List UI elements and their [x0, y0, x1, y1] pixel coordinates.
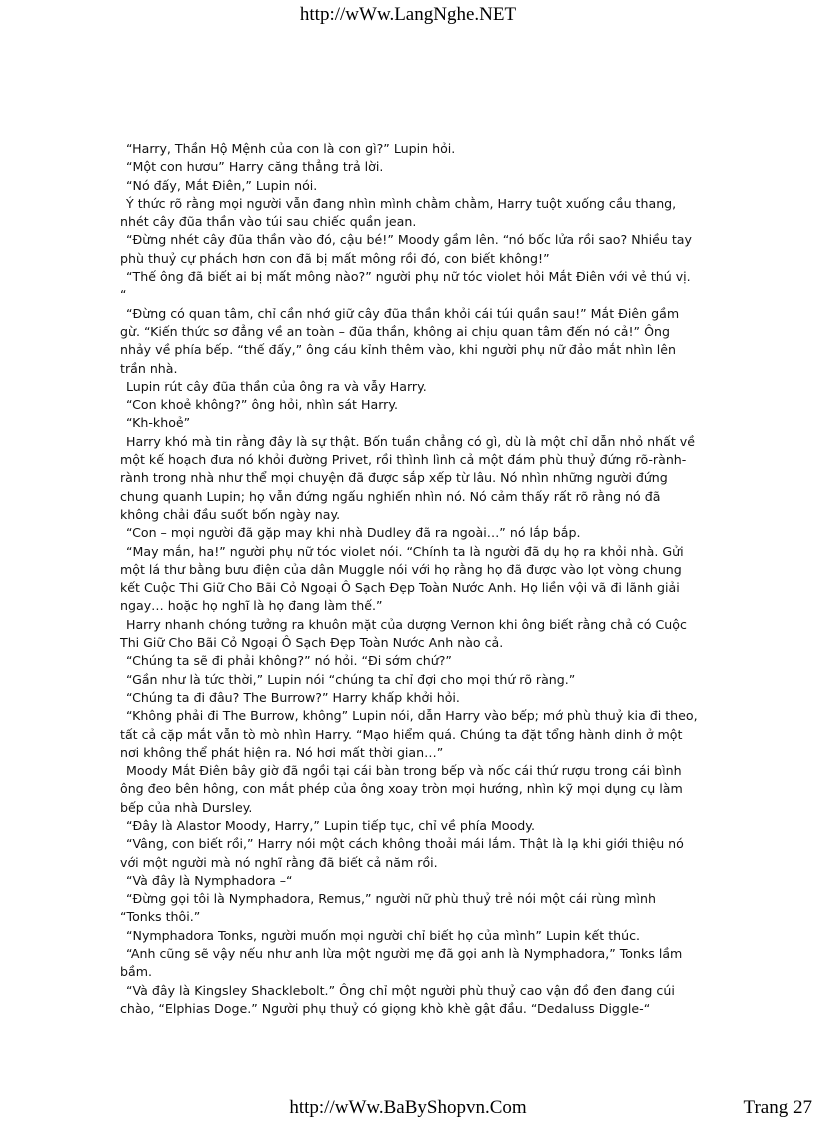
paragraph: “Kh-khoẻ”: [126, 415, 191, 431]
paragraph: Moody Mắt Điên bây giờ đã ngồi tại cái bàn trong bếp và nốc cái thứ rượu trong cái bình ông đeo bên hông, con mắt phép của ông xoay tròn mọi hướng, nhìn kỹ mọi dụng cụ làm bếp của nhà Dursley.: [120, 763, 683, 815]
paragraph: “Đừng nhét cây đũa thần vào đó, cậu bé!” Moody gầm lên. “nó bốc lửa rồi sao? Nhiều tay phù thuỷ cự phách hơn con đã bị mất mông rồi đó, con biết không!”: [120, 232, 692, 266]
paragraph: “Chúng ta sẽ đi phải không?” nó hỏi. “Đi sớm chứ?”: [126, 653, 452, 669]
paragraph: “Chúng ta đi đâu? The Burrow?” Harry khấp khởi hỏi.: [126, 689, 460, 705]
paragraph: “Vâng, con biết rồi,” Harry nói một cách không thoải mái lắm. Thật là lạ khi giới thiệu nó với một người mà nó nghĩ rằng đã biết cả năm rồi.: [120, 836, 684, 870]
paragraph: Harry khó mà tin rằng đây là sự thật. Bốn tuần chẳng có gì, dù là một chỉ dẫn nhỏ nhất về một kế hoạch đưa nó khỏi đường Privet, rồi thình lình cả một đám phù thuỷ đứng rõ-rành-rành trong nhà như thể mọi chuyện đã được sắp xếp từ lâu. Nó nhìn những người đứng chung quanh Lupin; họ vẫn đứng ngấu nghiến nhìn nó. Nó cảm thấy rất rõ rằng nó đã không chải đầu suốt bốn ngày nay.: [120, 433, 695, 522]
paragraph: “Đừng có quan tâm, chỉ cần nhớ giữ cây đũa thần khỏi cái túi quần sau!” Mắt Điên gầm gừ. “Kiến thức sơ đẳng về an toàn – đũa thần, không ai chịu quan tâm đến nó cả!” Ông nhảy về phía bếp. “thế đấy,” ông cáu kỉnh thêm vào, khi người phụ nữ đảo mắt nhìn lên trần nhà.: [120, 305, 680, 376]
paragraph: “Không phải đi The Burrow, không” Lupin nói, dẫn Harry vào bếp; mớ phù thuỷ kia đi theo, tất cả cặp mắt vẫn tò mò nhìn Harry. “Mạo hiểm quá. Chúng ta đặt tổng hành dinh ở một nơi không thể phát hiện ra. Nó hơi mất thời gian…”: [120, 708, 698, 760]
page-number: Trang 27: [743, 1097, 812, 1118]
page-header-url: http://wWw.LangNghe.NET: [299, 4, 517, 25]
page-footer-url: http://wWw.BaByShopvn.Com: [289, 1097, 527, 1118]
paragraph: “Và đây là Nymphadora –“: [126, 872, 293, 888]
paragraph: “Nymphadora Tonks, người muốn mọi người chỉ biết họ của mình” Lupin kết thúc.: [126, 927, 641, 943]
paragraph: Ý thức rõ rằng mọi người vẫn đang nhìn mình chằm chằm, Harry tuột xuống cầu thang, nhét cây đũa thần vào túi sau chiếc quần jean.: [120, 195, 677, 230]
paragraph: “Gần như là tức thời,” Lupin nói “chúng ta chỉ đợi cho mọi thứ rõ ràng.”: [126, 671, 576, 687]
paragraph: “Con khoẻ không?” ông hỏi, nhìn sát Harry.: [126, 397, 398, 413]
paragraph: “Nó đấy, Mắt Điên,” Lupin nói.: [126, 177, 318, 193]
paragraph: Lupin rút cây đũa thần của ông ra và vẫy Harry.: [126, 378, 427, 394]
paragraph: “Đừng gọi tôi là Nymphadora, Remus,” người nữ phù thuỷ trẻ nói một cái rùng mình “Tonks thôi.”: [120, 891, 656, 925]
paragraph: “Harry, Thần Hộ Mệnh của con là con gì?” Lupin hỏi.: [126, 141, 456, 156]
document-body: [120, 140, 700, 1018]
paragraph: Harry nhanh chóng tưởng ra khuôn mặt của dượng Vernon khi ông biết rằng chả có Cuộc Thi Giữ Cho Bãi Cỏ Ngoại Ô Sạch Đẹp Toàn Nước Anh nào cả.: [120, 616, 687, 651]
paragraph: “Một con hươu” Harry căng thẳng trả lời.: [126, 159, 384, 175]
paragraph: “Anh cũng sẽ vậy nếu như anh lừa một người mẹ đã gọi anh là Nymphadora,” Tonks lầm bầm.: [120, 946, 683, 980]
paragraph: “Và đây là Kingsley Shacklebolt.” Ông chỉ một người phù thuỷ cao vận đồ đen đang cúi chào, “Elphias Doge.” Người phụ thuỷ có giọng khò khè gật đầu. “Dedaluss Diggle-“: [120, 982, 675, 1016]
paragraph: “Con – mọi người đã gặp may khi nhà Dudley đã ra ngoài…” nó lắp bắp.: [126, 525, 581, 541]
paragraph: “Đây là Alastor Moody, Harry,” Lupin tiếp tục, chỉ về phía Moody.: [126, 817, 535, 833]
paragraph: “Thế ông đã biết ai bị mất mông nào?” người phụ nữ tóc violet hỏi Mắt Điên với vẻ thú vị. “: [120, 269, 691, 303]
paragraph: “May mắn, ha!” người phụ nữ tóc violet nói. “Chính ta là người đã dụ họ ra khỏi nhà. Gửi một lá thư bằng bưu điện của dân Muggle nói với họ rằng họ đã được vào lọt vòng chung kết Cuộc Thi Giữ Cho Bãi Cỏ Ngoại Ô Sạch Đẹp Toàn Nước Anh. Họ liền vội vã đi lãnh giải ngay… hoặc họ nghĩ là họ đang làm thế.”: [120, 543, 684, 614]
